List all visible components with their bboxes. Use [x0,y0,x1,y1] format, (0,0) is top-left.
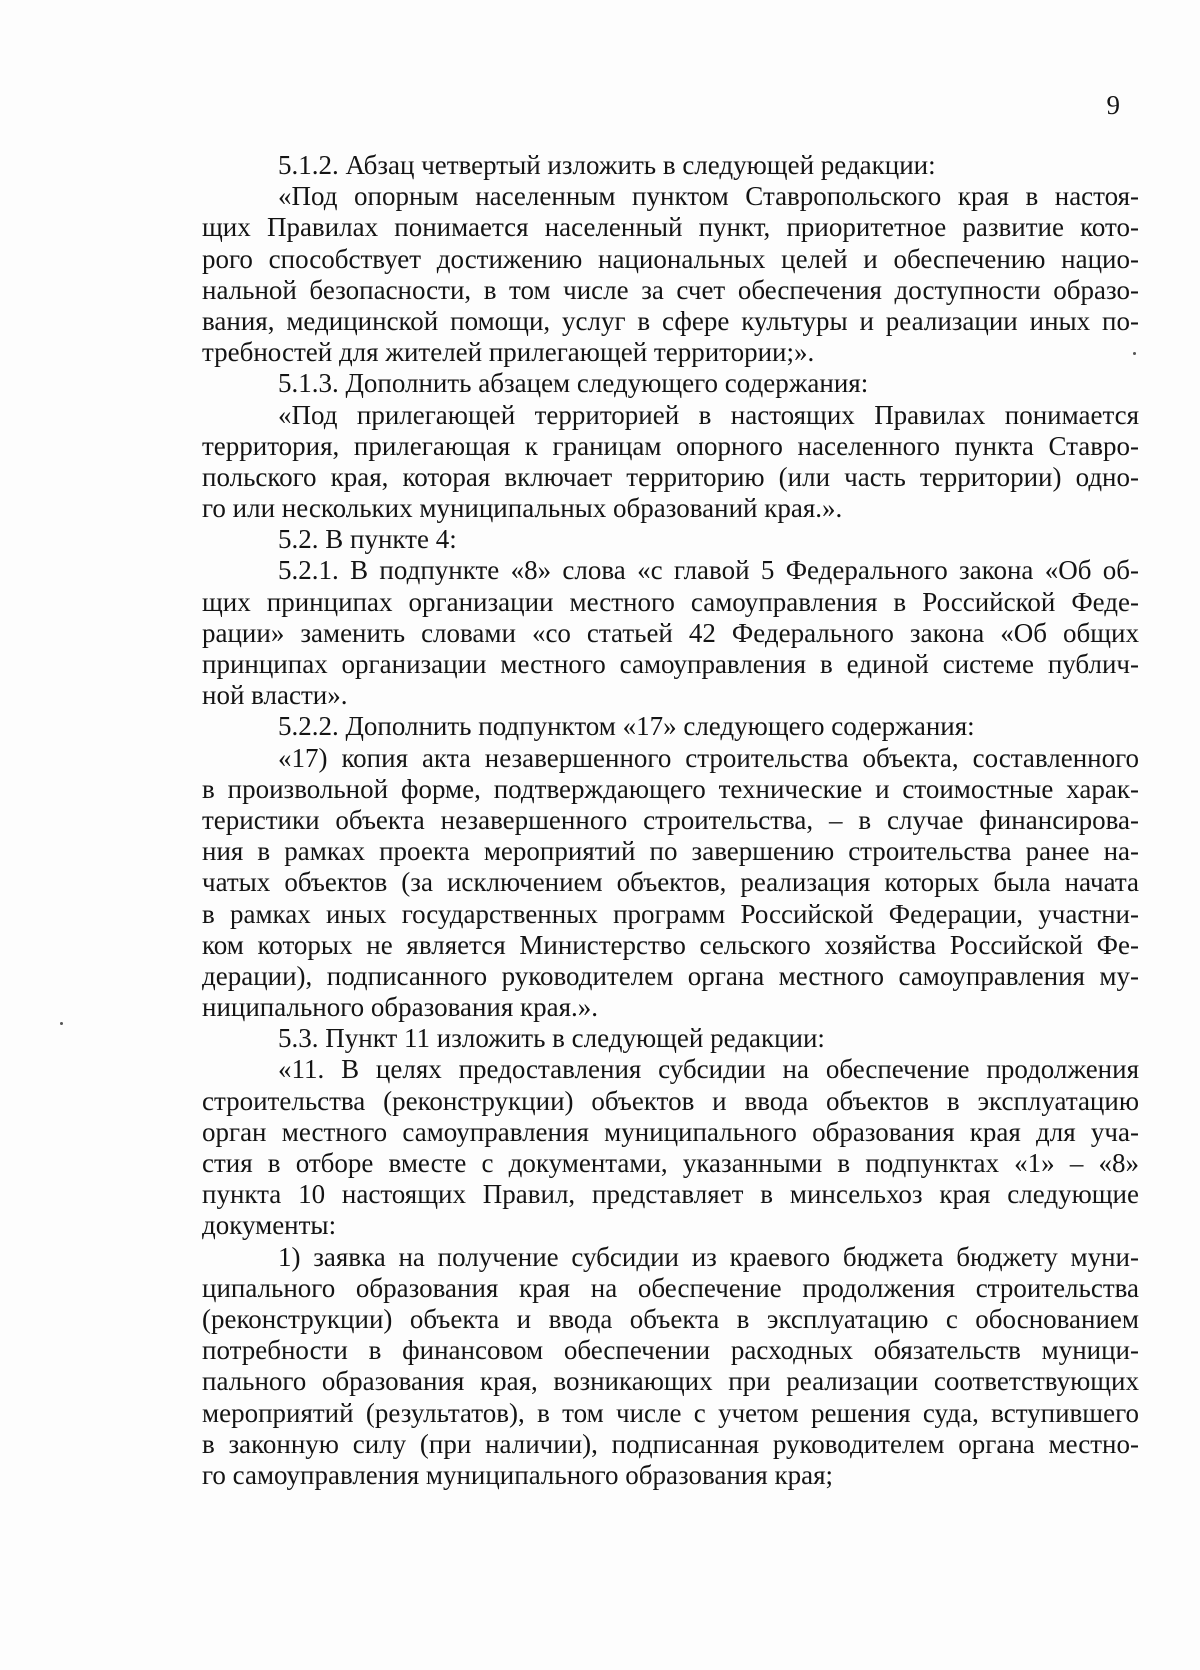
document-body [202,150,1139,1491]
scan-speck [60,1022,63,1025]
text-line: 5.1.3. Дополнить абзацем следующего содержания: [278,368,869,399]
page-number: 9 [1106,90,1120,120]
text-line: вания, медицинской помощи, услуг в сфере культуры и реализации иных по- [202,305,1139,336]
text-line: документы: [202,1210,337,1241]
text-line: требностей для жителей прилегающей территории;». [202,337,815,368]
text-line: «Под прилегающей территорией в настоящих Правилах понимается [278,399,1139,430]
text-line: щих Правилах понимается населенный пункт, приоритетное развитие кото- [202,212,1139,243]
text-line: польского края, которая включает территорию (или часть территории) одно- [202,461,1139,492]
text-line: в рамках иных государственных программ Российской Федерации, участни- [202,898,1139,929]
text-line: 5.2. В пункте 4: [278,524,457,555]
text-line: стия в отборе вместе с документами, указанными в подпунктах «1» – «8» [202,1148,1139,1178]
text-line: ципального образования края на обеспечение продолжения строительства [202,1272,1139,1303]
text-line: принципах организации местного самоуправления в единой системе публич- [202,649,1139,679]
text-line: «17) копия акта незавершенного строительства объекта, составленного [278,742,1139,773]
text-line: нальной безопасности, в том числе за счет обеспечения доступности образо- [202,274,1139,305]
text-line: 1) заявка на получение субсидии из краевого бюджета бюджету муни- [278,1241,1139,1272]
text-line: 5.2.1. В подпункте «8» слова «с главой 5 Федерального закона «Об об- [278,555,1139,586]
text-line: ния в рамках проекта мероприятий по завершению строительства ранее на- [202,836,1139,867]
text-line: в законную силу (при наличии), подписанная руководителем органа местно- [202,1428,1139,1459]
text-line: щих принципах организации местного самоуправления в Российской Феде- [202,586,1139,617]
text-line: 5.3. Пункт 11 изложить в следующей редакции: [278,1023,825,1054]
text-line: «Под опорным населенным пунктом Ставропольского края в настоя- [278,181,1139,212]
text-line: ниципального образования края.». [202,992,599,1023]
text-line: (реконструкции) объекта и ввода объекта в эксплуатацию с обоснованием [202,1303,1139,1334]
text-line: ной власти». [202,680,348,711]
text-line: потребности в финансовом обеспечении расходных обязательств муници- [202,1335,1139,1366]
text-line: ком которых не является Министерство сельского хозяйства Российской Фе- [202,929,1139,960]
text-line: строительства (реконструкции) объектов и ввода объектов в эксплуатацию [202,1085,1139,1116]
text-line: пального образования края, возникающих при реализации соответствующих [202,1366,1139,1397]
text-line: рого способствует достижению национальных целей и обеспечению нацио- [202,243,1139,274]
text-line: дерации), подписанного руководителем органа местного самоуправления му- [202,960,1139,991]
text-line: орган местного самоуправления муниципального образования края для уча- [202,1116,1139,1147]
text-line: го самоуправления муниципального образования края; [202,1459,833,1490]
text-line: территория, прилегающая к границам опорного населенного пункта Ставро- [202,430,1139,461]
text-line: теристики объекта незавершенного строительства, – в случае финансирова- [202,804,1139,835]
text-line: рации» заменить словами «со статьей 42 Федерального закона «Об общих [202,617,1139,648]
text-line: 5.1.2. Абзац четвертый изложить в следующей редакции: [278,150,936,180]
text-line: «11. В целях предоставления субсидии на обеспечение продолжения [278,1054,1139,1085]
text-line: мероприятий (результатов), в том числе с учетом решения суда, вступившего [202,1397,1139,1428]
text-line: чатых объектов (за исключением объектов, реализация которых была начата [202,867,1139,898]
text-line: го или нескольких муниципальных образований края.». [202,493,843,524]
text-line: пункта 10 настоящих Правил, представляет в минсельхоз края следующие [202,1179,1139,1210]
text-line: 5.2.2. Дополнить подпунктом «17» следующего содержания: [278,711,975,742]
text-line: в произвольной форме, подтверждающего технические и стоимостные харак- [202,773,1139,804]
